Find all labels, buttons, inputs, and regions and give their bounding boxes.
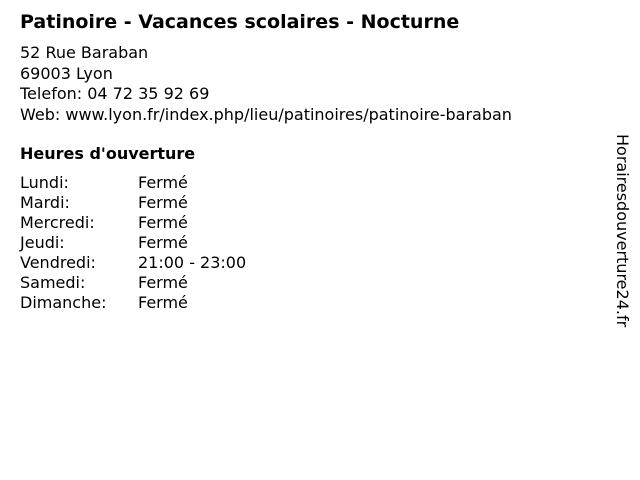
day-label: Mardi:	[20, 193, 70, 212]
website-link[interactable]: Web: www.lyon.fr/index.php/lieu/patinoires/patinoire-baraban	[20, 104, 512, 124]
day-label: Dimanche:	[20, 293, 107, 312]
page-title: Patinoire - Vacances scolaires - Nocturne	[20, 11, 460, 33]
day-hours: Fermé	[138, 213, 188, 232]
opening-hours-heading: Heures d'ouverture	[20, 144, 196, 163]
day-hours: Fermé	[138, 173, 188, 192]
day-hours: Fermé	[138, 193, 188, 212]
phone-number: Telefon: 04 72 35 92 69	[20, 84, 210, 103]
day-label: Vendredi:	[20, 253, 96, 272]
day-label: Lundi:	[20, 173, 69, 192]
day-hours: Fermé	[138, 293, 188, 312]
day-label: Samedi:	[20, 273, 86, 292]
day-label: Mercredi:	[20, 213, 95, 232]
city: 69003 Lyon	[20, 63, 113, 83]
site-watermark: Horairesdouverture24.fr	[613, 134, 632, 328]
day-hours: Fermé	[138, 273, 188, 292]
street-address: 52 Rue Baraban	[20, 43, 149, 62]
day-hours: Fermé	[138, 233, 188, 252]
address-block	[20, 43, 512, 125]
day-hours: 21:00 - 23:00	[138, 253, 247, 272]
day-label: Jeudi:	[20, 233, 65, 252]
